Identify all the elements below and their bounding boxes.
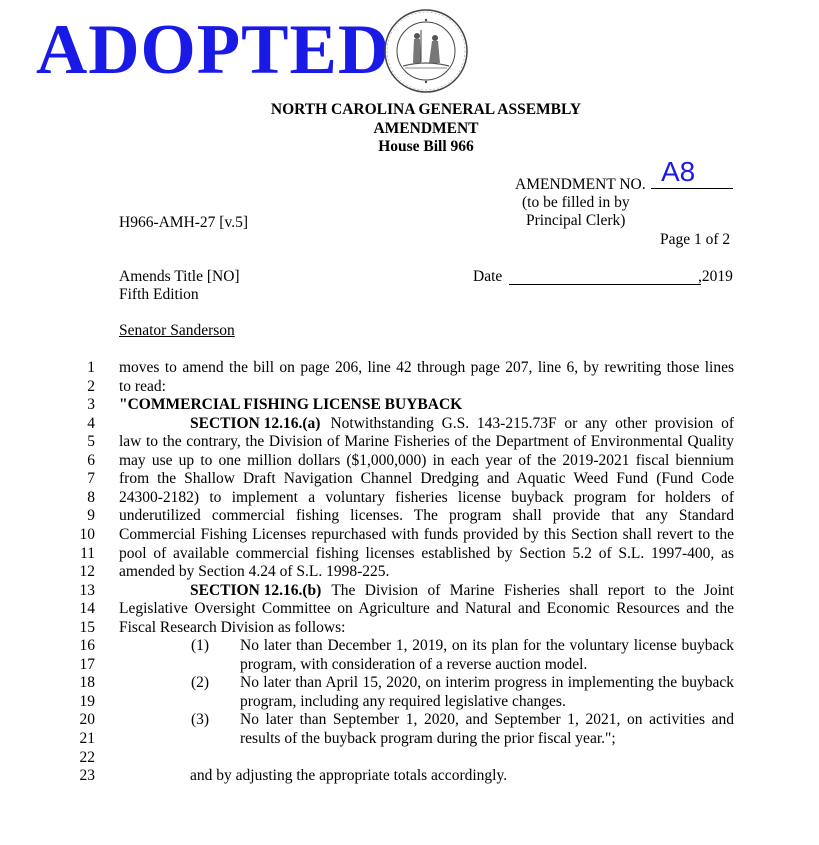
- line-number: 4: [87, 414, 95, 432]
- line-number: 23: [79, 767, 95, 785]
- date-label: Date: [473, 268, 503, 285]
- line-text: results of the buyback program during the prior fiscal year.";: [240, 730, 616, 747]
- body-line: [119, 526, 734, 544]
- amendment-no-label: AMENDMENT NO.: [515, 176, 646, 193]
- page-number: Page 1 of 2: [660, 231, 731, 248]
- body-line: [119, 433, 734, 451]
- bill-number: House Bill 966: [378, 138, 474, 155]
- line-number: 12: [79, 563, 95, 581]
- body-line: [240, 711, 734, 729]
- line-text: No later than April 15, 2020, on interim progress in implementing the buyback: [240, 674, 734, 692]
- line-text: law to the contrary, the Division of Marine Fisheries of the Department of Environmental Quality: [119, 433, 734, 451]
- line-number: 17: [79, 655, 95, 673]
- section-heading: SECTION 12.16.(b): [190, 581, 322, 599]
- body-line: [119, 378, 734, 396]
- body-line: [240, 693, 734, 711]
- line-number: 9: [87, 507, 95, 525]
- date-year: ,2019: [698, 268, 733, 285]
- body-line: [119, 600, 734, 618]
- line-text: to read:: [119, 377, 166, 395]
- line-number: 20: [79, 711, 95, 729]
- body-line: [240, 656, 734, 674]
- line-text: Commercial Fishing Licenses repurchased with funds provided by this Section shall revert to the: [119, 525, 734, 543]
- adopted-stamp: ADOPTED: [36, 11, 391, 89]
- line-number: 22: [79, 748, 95, 766]
- document-type: AMENDMENT: [373, 120, 479, 137]
- line-text: Legislative Oversight Committee on Agriculture and Natural and Economic Resources and the: [119, 600, 734, 618]
- body-line: [119, 452, 734, 470]
- line-number: 5: [87, 433, 95, 451]
- line-number: 10: [79, 525, 95, 543]
- list-item-marker: (2): [191, 674, 210, 692]
- amendment-no-value: A8: [661, 156, 696, 187]
- assembly-title: NORTH CAROLINA GENERAL ASSEMBLY: [270, 101, 582, 118]
- body-line: [119, 507, 734, 525]
- line-number: 2: [87, 377, 95, 395]
- body-line: [119, 470, 734, 488]
- body-line: [240, 674, 734, 692]
- line-number: 21: [79, 730, 95, 747]
- line-number: 3: [87, 396, 95, 414]
- body-line: [119, 619, 734, 637]
- section-heading: SECTION 12.16.(a): [190, 414, 321, 432]
- line-number: 11: [80, 544, 95, 562]
- clerk-note-1: (to be filled in by: [522, 194, 630, 211]
- line-number: 7: [87, 470, 95, 488]
- section-line: [190, 582, 734, 600]
- line-text: moves to amend the bill on page 206, line 42 through page 207, line 6, by rewriting those lines: [119, 359, 734, 376]
- body-line: [190, 767, 734, 785]
- line-text: from the Shallow Draft Navigation Channel Dredging and Aquatic Weed Fund (Fund Code: [119, 470, 734, 488]
- line-number: 15: [79, 618, 95, 636]
- nc-great-seal-icon: [383, 8, 469, 94]
- line-text: program, including any required legislative changes.: [240, 692, 566, 710]
- line-number: 19: [79, 692, 95, 710]
- list-item-marker: (3): [191, 711, 210, 729]
- line-text: Fiscal Research Division as follows:: [119, 618, 346, 636]
- section-text: Notwithstanding G.S. 143-215.73F or any other provision of: [330, 414, 734, 432]
- line-number: 1: [87, 359, 95, 376]
- line-text: underutilized commercial fishing licenses. The program shall provide that any Standard: [119, 507, 734, 525]
- amends-title: Amends Title [NO]: [119, 268, 240, 285]
- amendment-no-underline: [651, 188, 733, 189]
- body-line: [119, 545, 734, 563]
- line-text: "COMMERCIAL FISHING LICENSE BUYBACK: [119, 396, 463, 414]
- date-underline: [509, 284, 701, 285]
- doc-id: H966-AMH-27 [v.5]: [119, 214, 249, 231]
- line-number: 14: [79, 600, 95, 618]
- line-text: pool of available commercial fishing licenses established by Section 5.2 of S.L. 1997-400, as: [119, 544, 734, 562]
- line-text: No later than December 1, 2019, on its plan for the voluntary license buyback: [240, 637, 734, 655]
- section-text: The Division of Marine Fisheries shall report to the Joint: [331, 581, 734, 599]
- body-line: [119, 563, 734, 581]
- section-line: [190, 415, 734, 433]
- line-number: 16: [79, 637, 95, 655]
- sponsor: Senator Sanderson: [119, 322, 235, 339]
- line-text: may use up to one million dollars ($1,000,000) in each year of the 2019-2021 fiscal biennium: [119, 451, 734, 469]
- clerk-note-2: Principal Clerk): [526, 212, 626, 229]
- line-number: 6: [87, 451, 95, 469]
- line-number: 13: [79, 581, 95, 599]
- line-number: 8: [87, 488, 95, 506]
- line-number: 18: [79, 674, 95, 692]
- body-line: [240, 637, 734, 655]
- list-item-marker: (1): [191, 637, 210, 655]
- body-line: [119, 396, 734, 414]
- body-line: [119, 359, 734, 377]
- line-text: 24300-2182) to implement a voluntary fisheries license buyback program for holders of: [119, 488, 734, 506]
- line-text: and by adjusting the appropriate totals accordingly.: [190, 767, 508, 785]
- line-text: program, with consideration of a reverse auction model.: [240, 655, 588, 673]
- line-text: amended by Section 4.24 of S.L. 1998-225.: [119, 563, 390, 581]
- body-line: [240, 730, 734, 748]
- body-line: [119, 489, 734, 507]
- edition: Fifth Edition: [119, 286, 199, 303]
- line-text: No later than September 1, 2020, and September 1, 2021, on activities and: [240, 711, 734, 729]
